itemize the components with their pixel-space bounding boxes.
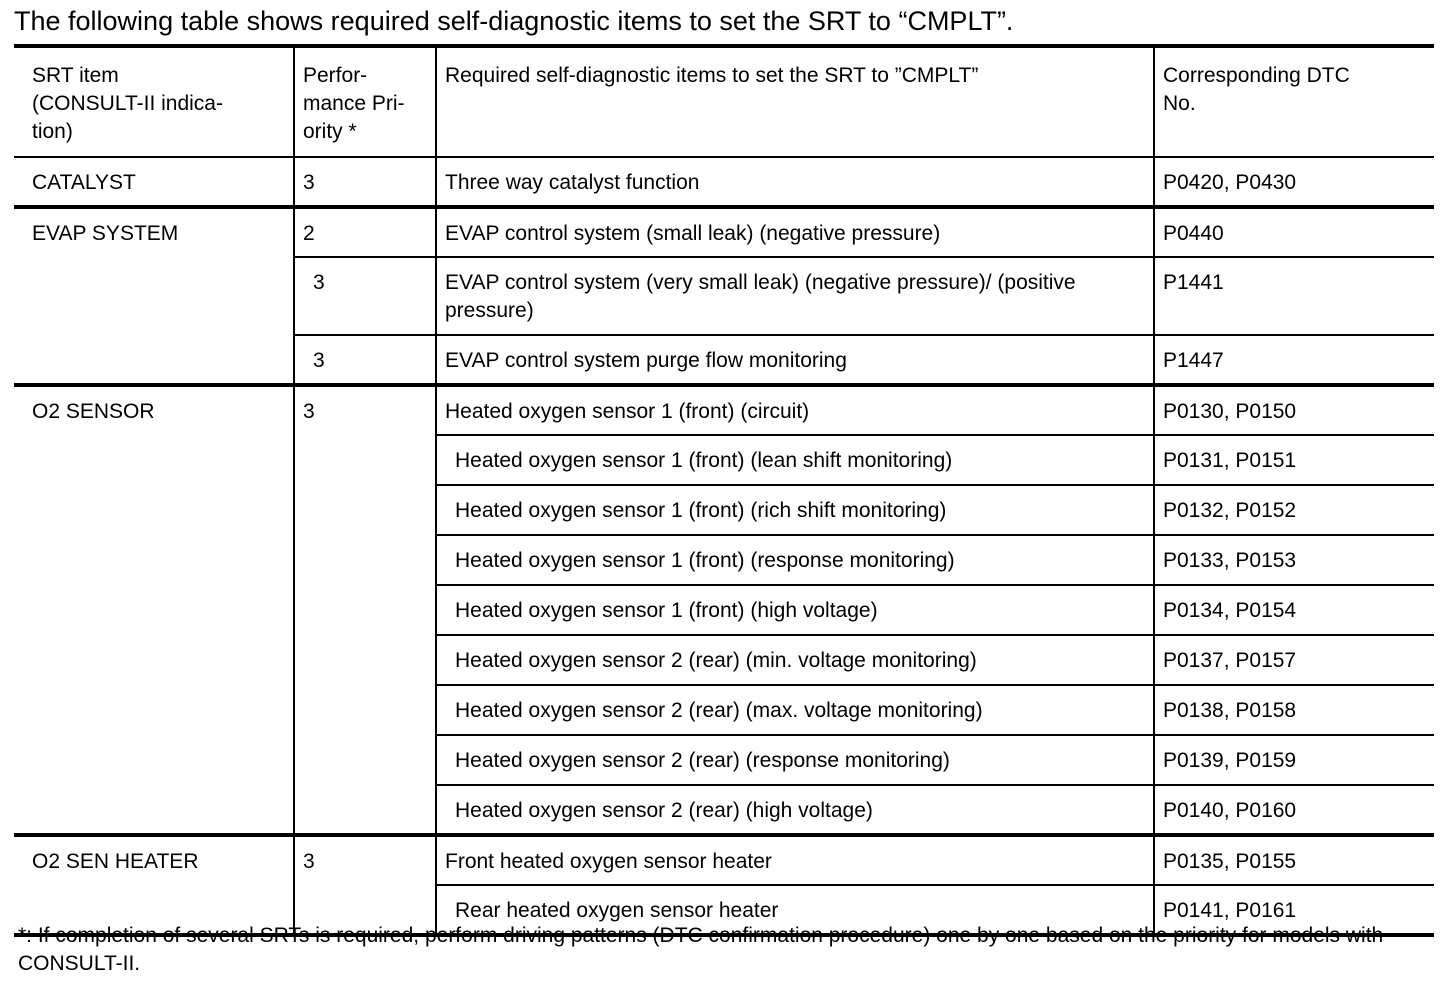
dtc-cell: P0130, P0150 — [1154, 385, 1434, 435]
srt-item-cell: O2 SEN HEATER — [14, 835, 294, 935]
srt-item-cell: O2 SENSOR — [14, 385, 294, 835]
required-item-cell: Heated oxygen sensor 2 (rear) (min. voltage monitoring) — [436, 635, 1154, 685]
srt-item-cell: CATALYST — [14, 157, 294, 207]
priority-cell: 3 — [294, 835, 436, 935]
srt-item-cell: EVAP SYSTEM — [14, 207, 294, 385]
header-dtc: Corresponding DTC No. — [1154, 46, 1434, 157]
header-required: Required self-diagnostic items to set the SRT to ”CMPLT” — [436, 46, 1154, 157]
priority-cell: 3 — [294, 257, 436, 335]
priority-cell: 3 — [294, 157, 436, 207]
dtc-cell: P0133, P0153 — [1154, 535, 1434, 585]
dtc-cell: P0140, P0160 — [1154, 785, 1434, 835]
dtc-cell: P0138, P0158 — [1154, 685, 1434, 735]
required-item-cell: EVAP control system (small leak) (negative pressure) — [436, 207, 1154, 257]
table-row — [14, 835, 1434, 885]
required-item-cell: Heated oxygen sensor 1 (front) (rich shift monitoring) — [436, 485, 1154, 535]
required-item-cell: Three way catalyst function — [436, 157, 1154, 207]
priority-cell: 3 — [294, 335, 436, 385]
required-item-cell: Heated oxygen sensor 1 (front) (response monitoring) — [436, 535, 1154, 585]
dtc-cell: P0134, P0154 — [1154, 585, 1434, 635]
required-item-cell: Heated oxygen sensor 2 (rear) (max. voltage monitoring) — [436, 685, 1154, 735]
required-item-cell: EVAP control system (very small leak) (negative pressure)/ (positive pressure) — [436, 257, 1154, 335]
dtc-cell: P0139, P0159 — [1154, 735, 1434, 785]
intro-text: The following table shows required self-diagnostic items to set the SRT to “CMPLT”. — [14, 6, 1014, 36]
required-item-cell: EVAP control system purge flow monitoring — [436, 335, 1154, 385]
required-item-cell: Heated oxygen sensor 2 (rear) (response monitoring) — [436, 735, 1154, 785]
table-header-row — [14, 46, 1434, 157]
srt-table — [14, 44, 1434, 937]
table-row — [14, 385, 1434, 435]
dtc-cell: P0132, P0152 — [1154, 485, 1434, 535]
dtc-cell: P0131, P0151 — [1154, 435, 1434, 485]
priority-cell: 2 — [294, 207, 436, 257]
header-srt-item: SRT item (CONSULT-II indica- tion) — [14, 46, 294, 157]
dtc-cell: P1441 — [1154, 257, 1434, 335]
dtc-cell: P1447 — [1154, 335, 1434, 385]
footnote: *: If completion of several SRTs is required, perform driving patterns (DTC confirmation procedure) one by one based on the priority for models with CONSULT-II. — [18, 924, 1384, 975]
table-row — [14, 157, 1434, 207]
required-item-cell: Heated oxygen sensor 2 (rear) (high voltage) — [436, 785, 1154, 835]
header-priority: Perfor- mance Pri- ority * — [294, 46, 436, 157]
dtc-cell: P0135, P0155 — [1154, 835, 1434, 885]
required-item-cell: Heated oxygen sensor 1 (front) (lean shift monitoring) — [436, 435, 1154, 485]
dtc-cell: P0141, P0161 — [1154, 885, 1434, 935]
table-row — [14, 207, 1434, 257]
dtc-cell: P0420, P0430 — [1154, 157, 1434, 207]
required-item-cell: Heated oxygen sensor 1 (front) (high voltage) — [436, 585, 1154, 635]
required-item-cell: Front heated oxygen sensor heater — [436, 835, 1154, 885]
required-item-cell: Heated oxygen sensor 1 (front) (circuit) — [436, 385, 1154, 435]
required-item-cell: Rear heated oxygen sensor heater — [436, 885, 1154, 935]
dtc-cell: P0440 — [1154, 207, 1434, 257]
priority-cell: 3 — [294, 385, 436, 835]
dtc-cell: P0137, P0157 — [1154, 635, 1434, 685]
